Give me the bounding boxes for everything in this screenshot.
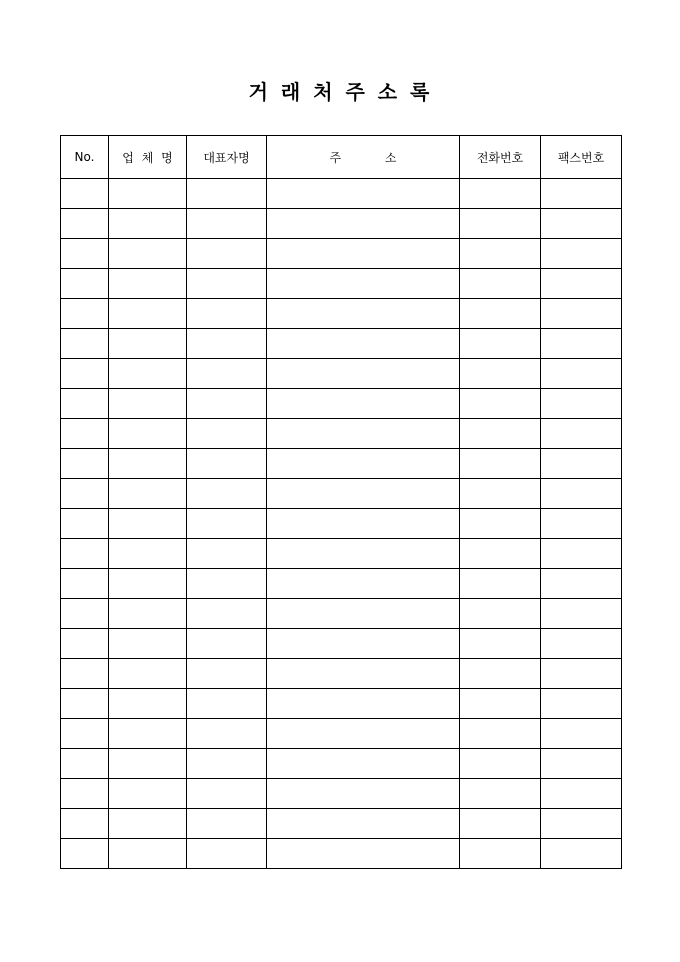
cell-company-name bbox=[109, 239, 187, 269]
cell-fax bbox=[541, 269, 622, 299]
cell-fax bbox=[541, 359, 622, 389]
cell-phone bbox=[460, 299, 541, 329]
cell-company-name bbox=[109, 749, 187, 779]
cell-address bbox=[267, 479, 460, 509]
cell-address bbox=[267, 599, 460, 629]
cell-phone bbox=[460, 629, 541, 659]
table-header-row bbox=[61, 136, 622, 179]
cell-representative bbox=[187, 689, 267, 719]
cell-address bbox=[267, 689, 460, 719]
cell-address bbox=[267, 269, 460, 299]
cell-representative bbox=[187, 209, 267, 239]
table-row bbox=[61, 449, 622, 479]
table-row bbox=[61, 329, 622, 359]
cell-fax bbox=[541, 629, 622, 659]
cell-no bbox=[61, 329, 109, 359]
cell-company-name bbox=[109, 659, 187, 689]
header-company-name: 업 체 명 bbox=[109, 136, 187, 179]
cell-company-name bbox=[109, 179, 187, 209]
cell-phone bbox=[460, 449, 541, 479]
cell-representative bbox=[187, 419, 267, 449]
page-title: 거 래 처 주 소 록 bbox=[248, 80, 432, 104]
cell-phone bbox=[460, 689, 541, 719]
cell-no bbox=[61, 209, 109, 239]
table-row bbox=[61, 299, 622, 329]
table-row bbox=[61, 749, 622, 779]
cell-phone bbox=[460, 809, 541, 839]
cell-address bbox=[267, 449, 460, 479]
table-row bbox=[61, 509, 622, 539]
cell-address bbox=[267, 239, 460, 269]
cell-company-name bbox=[109, 809, 187, 839]
cell-company-name bbox=[109, 599, 187, 629]
cell-phone bbox=[460, 779, 541, 809]
cell-address bbox=[267, 569, 460, 599]
cell-representative bbox=[187, 329, 267, 359]
table-row bbox=[61, 809, 622, 839]
cell-phone bbox=[460, 569, 541, 599]
cell-representative bbox=[187, 599, 267, 629]
table-row bbox=[61, 389, 622, 419]
cell-company-name bbox=[109, 389, 187, 419]
cell-no bbox=[61, 779, 109, 809]
cell-no bbox=[61, 569, 109, 599]
table-body bbox=[61, 179, 622, 869]
cell-representative bbox=[187, 359, 267, 389]
cell-representative bbox=[187, 179, 267, 209]
cell-company-name bbox=[109, 719, 187, 749]
cell-company-name bbox=[109, 539, 187, 569]
cell-no bbox=[61, 629, 109, 659]
cell-fax bbox=[541, 749, 622, 779]
cell-company-name bbox=[109, 329, 187, 359]
table-row bbox=[61, 779, 622, 809]
cell-fax bbox=[541, 689, 622, 719]
cell-phone bbox=[460, 539, 541, 569]
cell-address bbox=[267, 389, 460, 419]
cell-phone bbox=[460, 719, 541, 749]
cell-fax bbox=[541, 299, 622, 329]
cell-company-name bbox=[109, 359, 187, 389]
cell-address bbox=[267, 509, 460, 539]
cell-address bbox=[267, 779, 460, 809]
cell-representative bbox=[187, 719, 267, 749]
cell-phone bbox=[460, 599, 541, 629]
table-row bbox=[61, 719, 622, 749]
cell-representative bbox=[187, 479, 267, 509]
cell-representative bbox=[187, 569, 267, 599]
cell-no bbox=[61, 359, 109, 389]
cell-phone bbox=[460, 389, 541, 419]
cell-company-name bbox=[109, 419, 187, 449]
cell-company-name bbox=[109, 629, 187, 659]
cell-representative bbox=[187, 389, 267, 419]
cell-phone bbox=[460, 419, 541, 449]
header-no: No. bbox=[61, 136, 109, 179]
cell-company-name bbox=[109, 269, 187, 299]
table-row bbox=[61, 599, 622, 629]
table-row bbox=[61, 479, 622, 509]
cell-address bbox=[267, 719, 460, 749]
cell-address bbox=[267, 299, 460, 329]
cell-fax bbox=[541, 479, 622, 509]
table-row bbox=[61, 629, 622, 659]
cell-phone bbox=[460, 239, 541, 269]
cell-phone bbox=[460, 179, 541, 209]
cell-representative bbox=[187, 239, 267, 269]
cell-address bbox=[267, 539, 460, 569]
table-row bbox=[61, 419, 622, 449]
cell-representative bbox=[187, 629, 267, 659]
cell-no bbox=[61, 659, 109, 689]
cell-no bbox=[61, 449, 109, 479]
cell-address bbox=[267, 749, 460, 779]
cell-phone bbox=[460, 359, 541, 389]
cell-representative bbox=[187, 299, 267, 329]
table-row bbox=[61, 569, 622, 599]
cell-company-name bbox=[109, 839, 187, 869]
table-row bbox=[61, 179, 622, 209]
header-phone: 전화번호 bbox=[460, 136, 541, 179]
cell-address bbox=[267, 179, 460, 209]
cell-company-name bbox=[109, 209, 187, 239]
cell-no bbox=[61, 509, 109, 539]
cell-fax bbox=[541, 719, 622, 749]
cell-company-name bbox=[109, 779, 187, 809]
cell-phone bbox=[460, 509, 541, 539]
cell-fax bbox=[541, 779, 622, 809]
cell-fax bbox=[541, 659, 622, 689]
cell-address bbox=[267, 659, 460, 689]
cell-address bbox=[267, 209, 460, 239]
table-row bbox=[61, 539, 622, 569]
cell-no bbox=[61, 179, 109, 209]
cell-representative bbox=[187, 749, 267, 779]
cell-no bbox=[61, 419, 109, 449]
table-row bbox=[61, 209, 622, 239]
cell-fax bbox=[541, 389, 622, 419]
cell-representative bbox=[187, 269, 267, 299]
cell-fax bbox=[541, 419, 622, 449]
cell-address bbox=[267, 839, 460, 869]
header-fax: 팩스번호 bbox=[541, 136, 622, 179]
cell-no bbox=[61, 239, 109, 269]
cell-no bbox=[61, 839, 109, 869]
cell-representative bbox=[187, 509, 267, 539]
address-book-table bbox=[60, 135, 622, 869]
cell-fax bbox=[541, 209, 622, 239]
header-address: 주 소 bbox=[267, 136, 460, 179]
cell-fax bbox=[541, 239, 622, 269]
cell-fax bbox=[541, 509, 622, 539]
cell-phone bbox=[460, 329, 541, 359]
cell-fax bbox=[541, 599, 622, 629]
cell-no bbox=[61, 689, 109, 719]
cell-no bbox=[61, 599, 109, 629]
cell-address bbox=[267, 809, 460, 839]
cell-no bbox=[61, 479, 109, 509]
cell-representative bbox=[187, 809, 267, 839]
cell-fax bbox=[541, 329, 622, 359]
table-row bbox=[61, 239, 622, 269]
cell-fax bbox=[541, 449, 622, 479]
cell-representative bbox=[187, 779, 267, 809]
cell-phone bbox=[460, 209, 541, 239]
cell-address bbox=[267, 419, 460, 449]
cell-company-name bbox=[109, 449, 187, 479]
cell-phone bbox=[460, 839, 541, 869]
cell-phone bbox=[460, 659, 541, 689]
cell-no bbox=[61, 749, 109, 779]
cell-company-name bbox=[109, 569, 187, 599]
cell-phone bbox=[460, 749, 541, 779]
cell-company-name bbox=[109, 479, 187, 509]
cell-address bbox=[267, 329, 460, 359]
cell-representative bbox=[187, 659, 267, 689]
table-row bbox=[61, 659, 622, 689]
cell-representative bbox=[187, 839, 267, 869]
cell-no bbox=[61, 269, 109, 299]
cell-fax bbox=[541, 539, 622, 569]
cell-address bbox=[267, 629, 460, 659]
cell-no bbox=[61, 539, 109, 569]
table-row bbox=[61, 689, 622, 719]
header-representative: 대표자명 bbox=[187, 136, 267, 179]
cell-phone bbox=[460, 269, 541, 299]
table-row bbox=[61, 839, 622, 869]
cell-company-name bbox=[109, 689, 187, 719]
cell-fax bbox=[541, 179, 622, 209]
table-row bbox=[61, 359, 622, 389]
cell-fax bbox=[541, 569, 622, 599]
cell-no bbox=[61, 299, 109, 329]
table-row bbox=[61, 269, 622, 299]
cell-no bbox=[61, 809, 109, 839]
cell-representative bbox=[187, 539, 267, 569]
cell-no bbox=[61, 719, 109, 749]
cell-fax bbox=[541, 809, 622, 839]
cell-phone bbox=[460, 479, 541, 509]
cell-company-name bbox=[109, 299, 187, 329]
cell-no bbox=[61, 389, 109, 419]
cell-company-name bbox=[109, 509, 187, 539]
cell-fax bbox=[541, 839, 622, 869]
cell-representative bbox=[187, 449, 267, 479]
cell-address bbox=[267, 359, 460, 389]
